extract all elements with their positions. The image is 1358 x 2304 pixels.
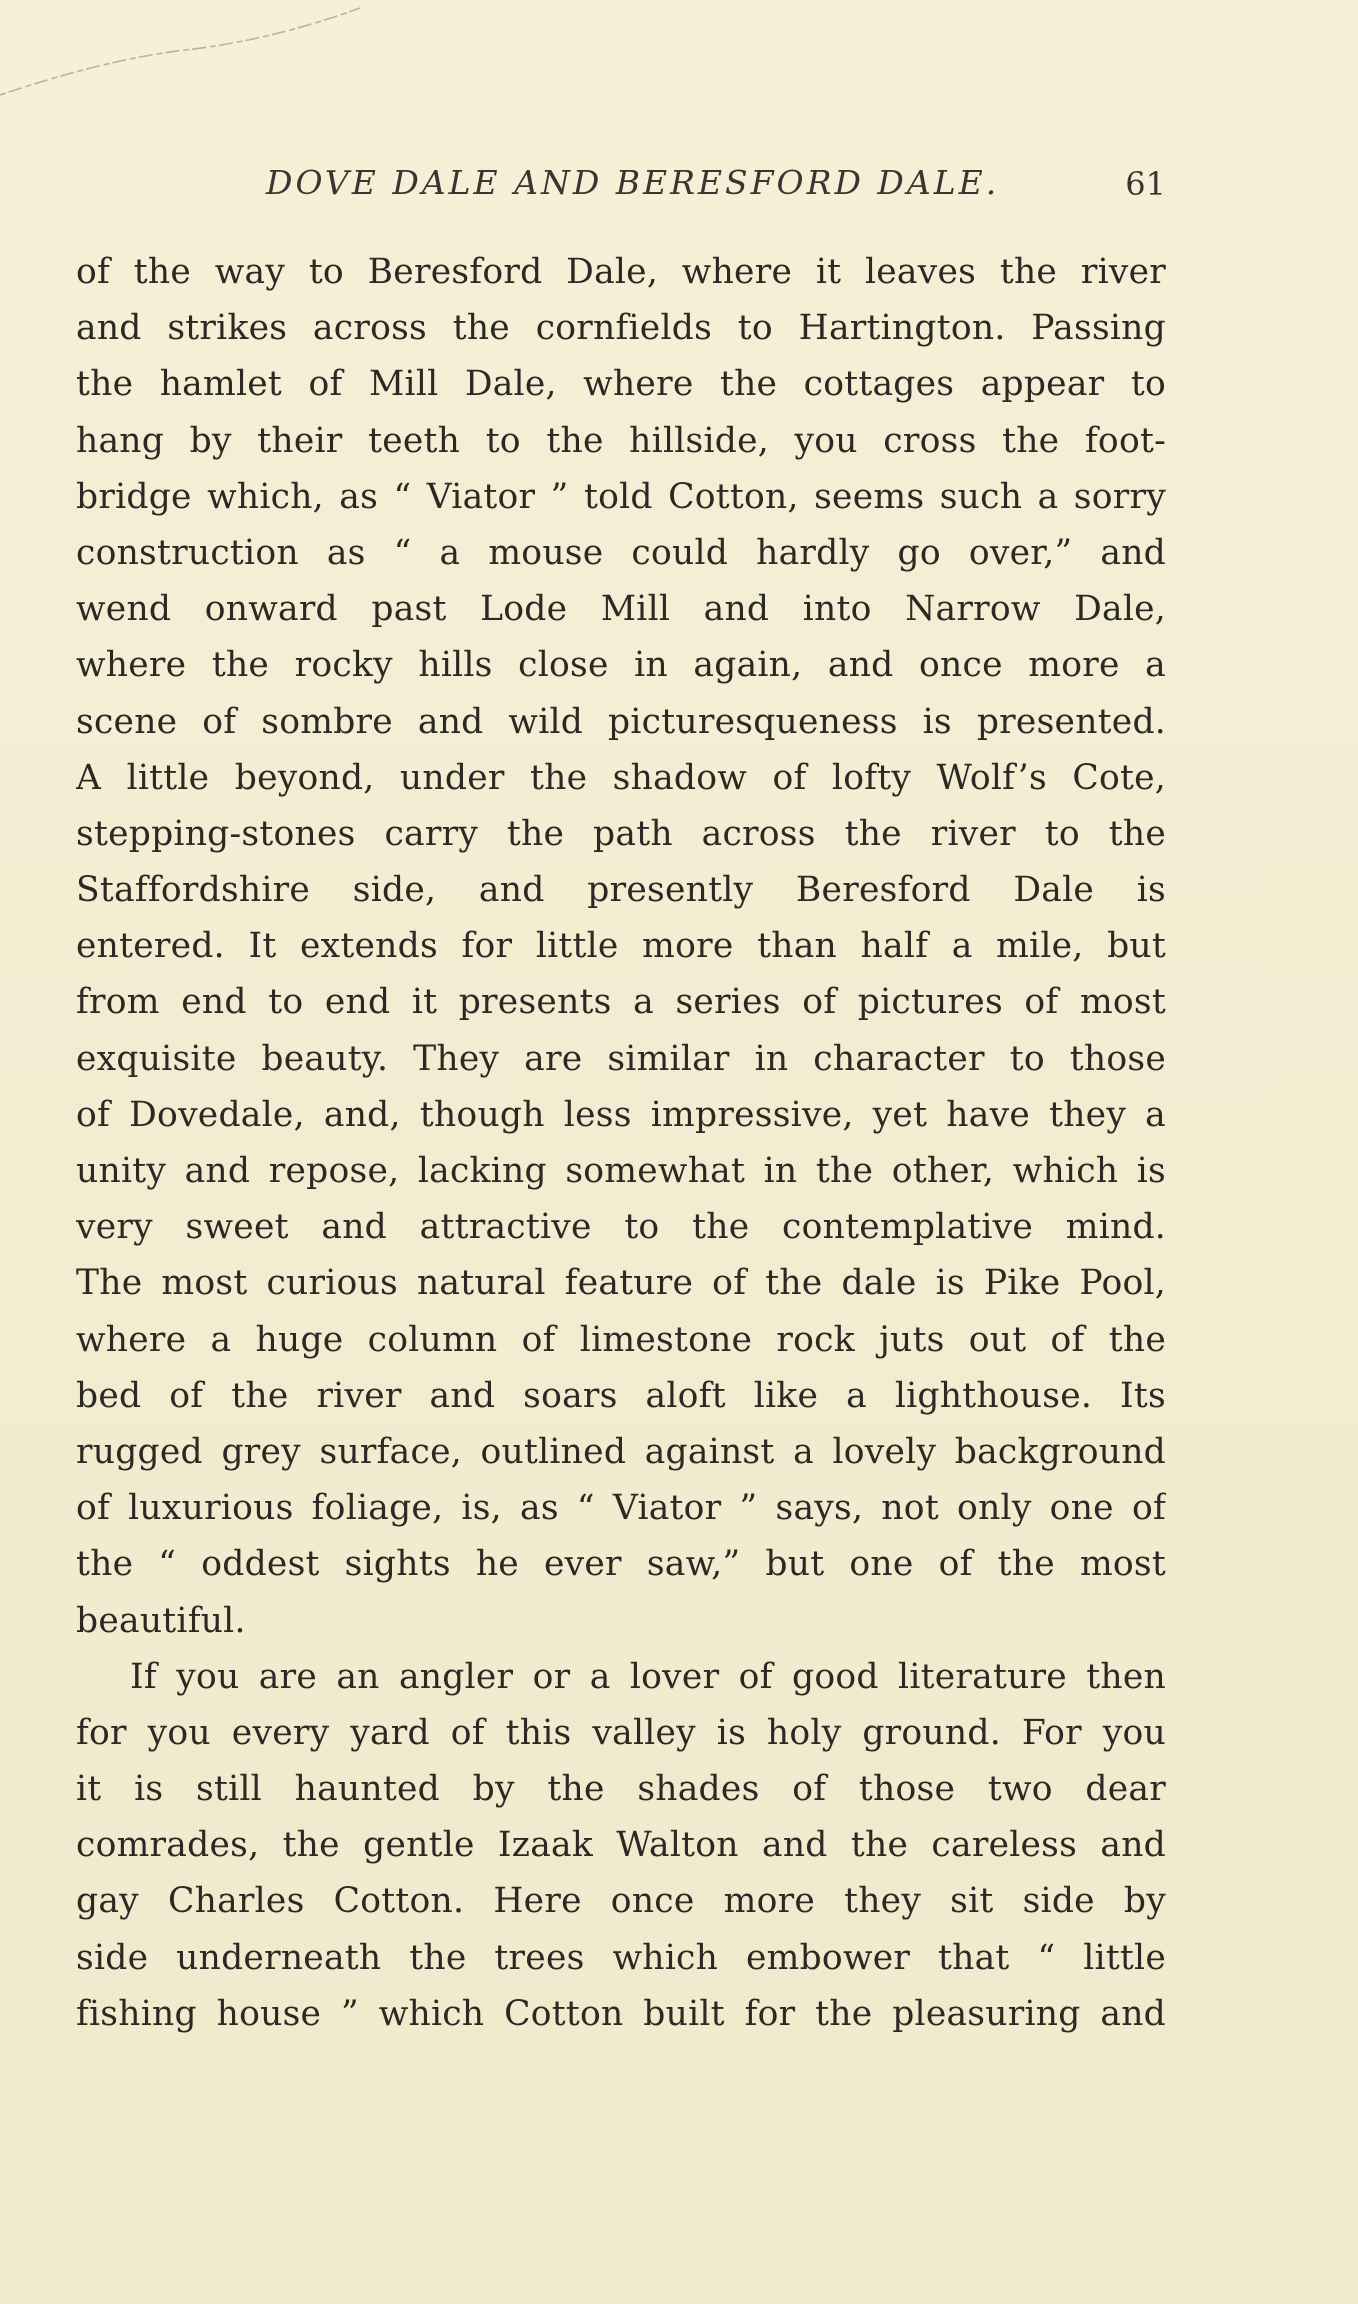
text-line: wend onward past Lode Mill and into Narrow Dale, xyxy=(76,589,1166,630)
text-line: where a huge column of limestone rock juts out of the xyxy=(76,1319,1166,1360)
text-line: the “ oddest sights he ever saw,” but one of the most xyxy=(76,1544,1166,1585)
text-line: scene of sombre and wild picturesqueness is presented. xyxy=(76,701,1166,742)
text-line: A little beyond, under the shadow of lofty Wolf’s Cote, xyxy=(76,757,1166,798)
text-line: comrades, the gentle Izaak Walton and the careless and xyxy=(76,1825,1166,1866)
text-line: gay Charles Cotton. Here once more they sit side by xyxy=(76,1881,1166,1922)
text-line: the hamlet of Mill Dale, where the cottages appear to xyxy=(76,364,1166,405)
text-line: bridge which, as “ Viator ” told Cotton, seems such a sorry xyxy=(76,476,1166,517)
text-line: stepping-stones carry the path across the river to the xyxy=(76,813,1166,854)
text-line: unity and repose, lacking somewhat in the other, which is xyxy=(76,1151,1166,1191)
body-text xyxy=(76,244,1166,2042)
text-line: fishing house ” which Cotton built for the pleasuring and xyxy=(76,1993,1166,2034)
text-line: rugged grey surface, outlined against a lovely background xyxy=(76,1431,1166,1472)
text-line: hang by their teeth to the hillside, you cross the foot- xyxy=(76,420,1166,461)
text-line: it is still haunted by the shades of those two dear xyxy=(76,1769,1166,1810)
text-line: very sweet and attractive to the contemplative mind. xyxy=(76,1207,1166,1248)
page-header xyxy=(76,163,1166,213)
text-line: where the rocky hills close in again, and once more a xyxy=(76,645,1166,686)
text-line: side underneath the trees which embower that “ little xyxy=(76,1937,1166,1978)
running-title: DOVE DALE AND BERESFORD DALE. xyxy=(266,163,1000,202)
text-line: of luxurious foliage, is, as “ Viator ” says, not only one of xyxy=(76,1488,1166,1529)
text-line: beautiful. xyxy=(76,1600,246,1641)
page-number: 61 xyxy=(1125,165,1166,203)
text-line: for you every yard of this valley is holy ground. For you xyxy=(76,1712,1166,1753)
text-line: construction as “ a mouse could hardly go over,” and xyxy=(76,532,1166,573)
text-line: Staffordshire side, and presently Beresford Dale is xyxy=(76,870,1166,911)
text-line: exquisite beauty. They are similar in character to those xyxy=(76,1038,1166,1079)
text-line: of the way to Beresford Dale, where it leaves the river xyxy=(76,252,1166,292)
text-line: from end to end it presents a series of pictures of most xyxy=(76,982,1166,1023)
paragraph-1 xyxy=(76,244,1166,1649)
paragraph-2 xyxy=(76,1649,1166,2042)
text-line: The most curious natural feature of the dale is Pike Pool, xyxy=(76,1263,1166,1304)
text-line: and strikes across the cornfields to Hartington. Passing xyxy=(76,308,1166,349)
text-line: of Dovedale, and, though less impressive, yet have they a xyxy=(76,1094,1166,1135)
pencil-mark xyxy=(0,0,420,110)
text-line: entered. It extends for little more than half a mile, but xyxy=(76,926,1166,967)
text-line: If you are an angler or a lover of good literature then xyxy=(130,1656,1166,1697)
text-line: bed of the river and soars aloft like a lighthouse. Its xyxy=(76,1375,1166,1416)
